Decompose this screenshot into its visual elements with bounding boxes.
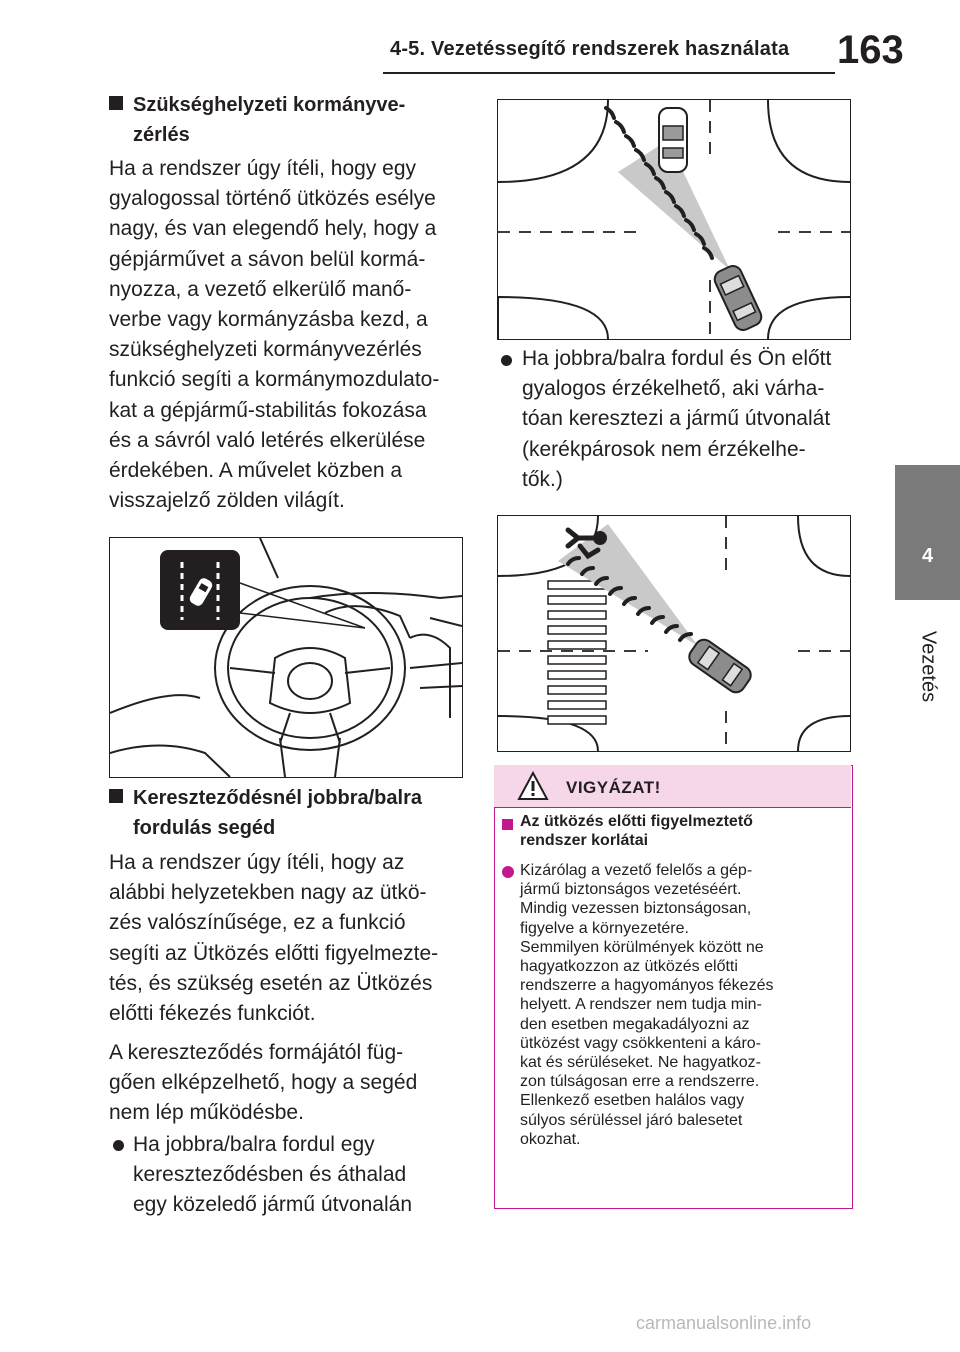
- text-line: gyalogossal történő ütközés esélye: [109, 187, 436, 211]
- running-header-title: 4-5. Vezetéssegítő rendszerek használata: [390, 38, 790, 60]
- section2-paragraph2: [109, 1038, 479, 1129]
- text-line: Semmilyen körülmények között ne: [520, 938, 764, 956]
- car-icon: [659, 108, 687, 172]
- heading-line: Kereszteződésnél jobbra/balra: [133, 787, 422, 809]
- text-line: visszajelző zölden világít.: [109, 489, 345, 513]
- text-line: Ellenkező esetben halálos vagy: [520, 1092, 745, 1110]
- chapter-number: 4: [921, 545, 934, 567]
- text-line: Az ütközés előtti figyelmeztető: [520, 813, 753, 830]
- chapter-tab: [895, 465, 960, 600]
- section2-paragraph1: [109, 848, 479, 1029]
- text-line: zés valószínűsége, ez a funkció: [109, 911, 406, 935]
- car-icon: [686, 636, 754, 696]
- text-line: den esetben megakadályozni az: [520, 1015, 750, 1033]
- text-line: figyelve a környezetére.: [520, 919, 689, 937]
- text-line: tóan keresztezi a jármű útvonalát: [522, 407, 831, 431]
- caution-title: VIGYÁZAT!: [566, 778, 661, 797]
- bullet-icon: [501, 355, 512, 366]
- text-line: szükséghelyzeti kormányvezérlés: [109, 338, 422, 362]
- text-line: érdekében. A művelet közben a: [109, 459, 403, 483]
- heading-line: fordulás segéd: [133, 817, 276, 839]
- text-line: rendszerre a hagyományos fékezés: [520, 977, 774, 995]
- text-line: kat és sérüléseket. Ne hagyatkoz-: [520, 1054, 762, 1072]
- text-line: (kerékpárosok nem érzékelhe-: [522, 437, 806, 461]
- text-line: A kereszteződés formájától füg-: [109, 1041, 404, 1064]
- lane-steering-indicator-icon: [160, 550, 240, 630]
- section-heading-emergency-steering: [109, 90, 449, 150]
- heading-square-icon: [109, 789, 123, 803]
- section-heading-turn-assist: [109, 783, 449, 843]
- text-line: tés, és szükség esetén az Ütközés: [109, 971, 433, 995]
- header-rule: [383, 72, 835, 74]
- text-line: nem lép működésbe.: [109, 1101, 304, 1125]
- text-line: gően elképzelhető, hogy a segéd: [109, 1071, 418, 1095]
- text-line: Ha jobbra/balra fordul és Ön előtt: [522, 347, 832, 370]
- section1-body: [109, 154, 479, 516]
- text-line: nagy, és van elegendő hely, hogy a: [109, 217, 437, 241]
- text-line: alábbi helyzetekben nagy az ütkö-: [109, 881, 427, 905]
- text-line: funkció segíti a kormánymozdulato-: [109, 368, 440, 392]
- text-line: egy közeledő jármű útvonalán: [133, 1193, 413, 1217]
- text-line: zon túlságosan erre a rendszerre.: [520, 1073, 760, 1091]
- text-line: Ha a rendszer úgy ítéli, hogy egy: [109, 157, 417, 180]
- steering-wheel-illustration: [109, 537, 463, 778]
- text-line: ütközést vagy csökkenteni a káro-: [520, 1034, 762, 1052]
- text-line: okozhat.: [520, 1130, 581, 1148]
- text-line: tők.): [522, 467, 563, 491]
- chapter-label: Vezetés: [917, 630, 940, 703]
- intersection-pedestrian-diagram: [497, 515, 851, 752]
- heading-line: Szükséghelyzeti kormányve-: [133, 94, 406, 116]
- caution-bullet-icon: [502, 866, 514, 878]
- text-line: hagyatkozzon az ütközés előtti: [520, 958, 738, 976]
- bullet-pedestrian-crossing: [522, 344, 862, 495]
- text-line: gyalogos érzékelhető, aki várha-: [522, 377, 825, 401]
- text-line: Ha a rendszer úgy ítéli, hogy az: [109, 851, 405, 874]
- text-line: verbe vagy kormányzásba kezd, a: [109, 308, 428, 332]
- text-line: rendszer korlátai: [520, 832, 649, 849]
- caution-square-icon: [502, 819, 513, 830]
- caution-subheading: [520, 812, 840, 850]
- text-line: kereszteződésben és áthalad: [133, 1163, 407, 1187]
- text-line: jármű biztonságos vezetéséért.: [520, 881, 742, 899]
- bullet-turn-across-oncoming: [133, 1130, 463, 1221]
- text-line: előtti fékezés funkciót.: [109, 1002, 316, 1026]
- heading-line: zérlés: [133, 124, 190, 146]
- text-line: és a sávról való letérés elkerülése: [109, 428, 426, 452]
- text-line: Mindig vezessen biztonságosan,: [520, 900, 752, 918]
- caution-text: [520, 861, 842, 1149]
- text-line: helyett. A rendszer nem tudja min-: [520, 996, 762, 1014]
- text-line: Kizárólag a vezető felelős a gép-: [520, 862, 753, 879]
- car-icon: [712, 263, 764, 333]
- text-line: kat a gépjármű-stabilitás fokozása: [109, 398, 427, 422]
- warning-triangle-icon: [517, 771, 549, 801]
- watermark: carmanualsonline.info: [636, 1313, 812, 1333]
- bullet-icon: [113, 1140, 124, 1151]
- page-number: 163: [837, 28, 904, 72]
- heading-square-icon: [109, 96, 123, 110]
- text-line: súlyos sérüléssel járó balesetet: [520, 1111, 743, 1129]
- text-line: Ha jobbra/balra fordul egy: [133, 1133, 375, 1156]
- text-line: gépjárművet a sávon belül kormá-: [109, 247, 426, 271]
- text-line: segíti az Ütközés előtti figyelmezte-: [109, 941, 439, 965]
- text-line: nyozza, a vezető elkerülő manő-: [109, 277, 412, 301]
- intersection-oncoming-vehicle-diagram: [497, 99, 851, 340]
